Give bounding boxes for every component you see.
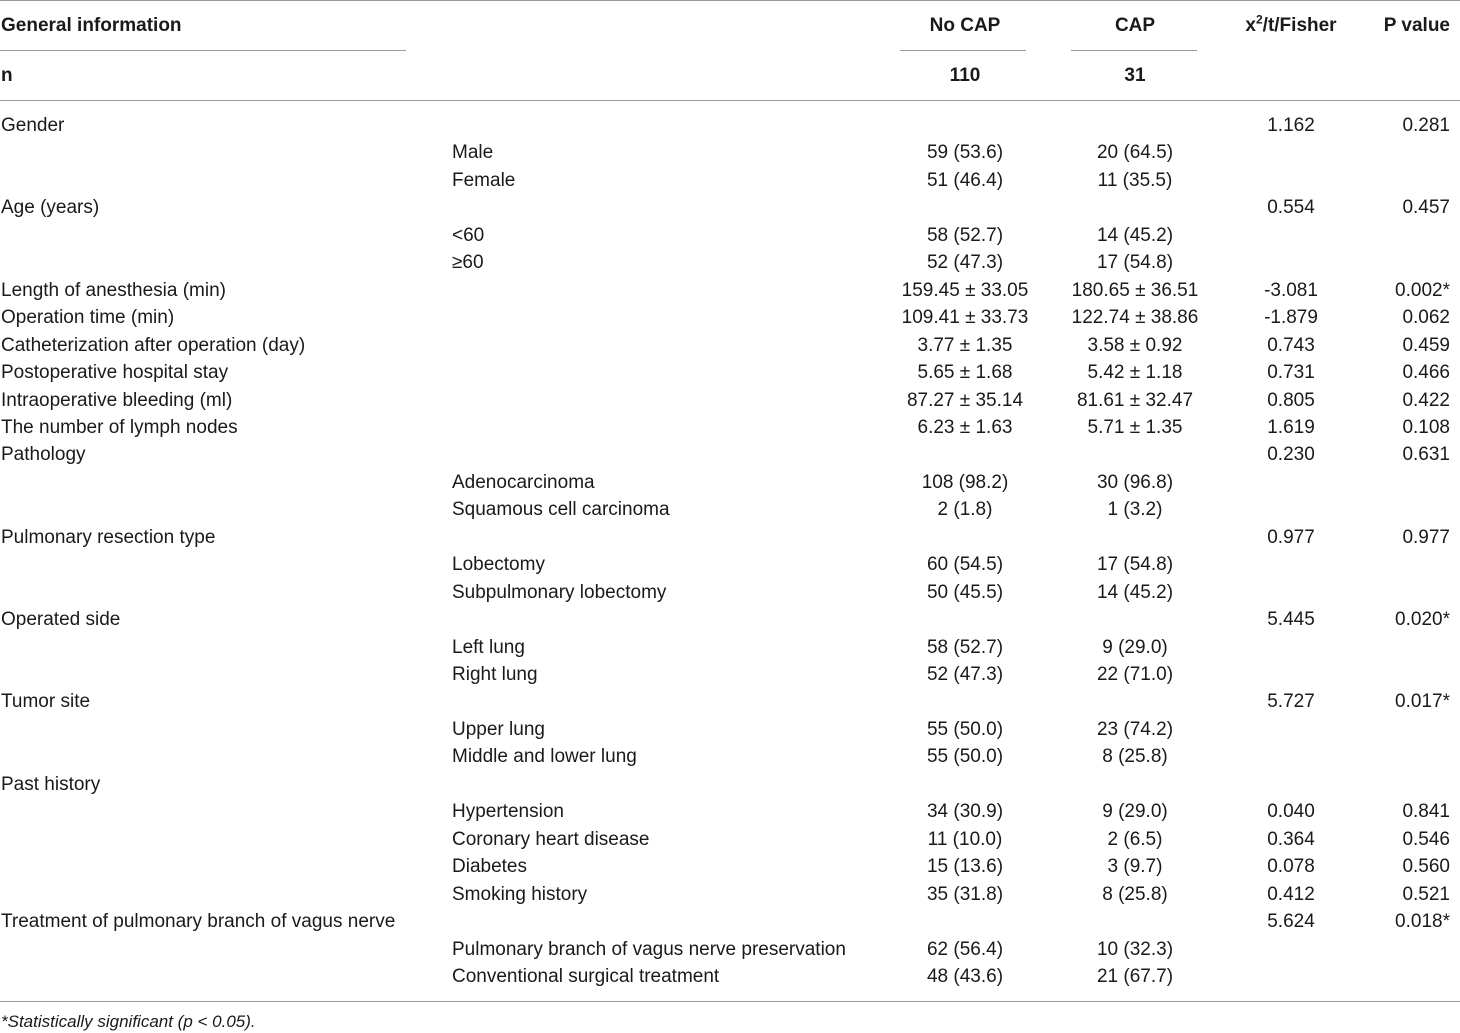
- cell-p-value: 0.521: [1402, 884, 1450, 905]
- cell-p-value: 0.457: [1402, 197, 1450, 218]
- cell-test-statistic: 5.727: [1267, 691, 1315, 712]
- cell-no-cap: 11 (10.0): [927, 829, 1003, 850]
- header-cap: CAP: [1114, 15, 1156, 36]
- cell-cap: 122.74 ± 38.86: [1071, 307, 1199, 328]
- cell-test-statistic: -1.879: [1264, 307, 1318, 328]
- cell-test-statistic: 5.624: [1267, 911, 1315, 932]
- row-sublabel: Adenocarcinoma: [452, 472, 595, 493]
- row-label: Operated side: [1, 609, 121, 630]
- cell-cap: 11 (35.5): [1097, 170, 1173, 191]
- header-general-information: General information: [1, 15, 182, 36]
- cell-no-cap: 58 (52.7): [926, 225, 1004, 246]
- cell-cap: 5.71 ± 1.35: [1087, 417, 1183, 438]
- row-label: Intraoperative bleeding (ml): [1, 390, 233, 411]
- cell-test-statistic: 0.078: [1267, 856, 1315, 877]
- cell-cap: 9 (29.0): [1102, 637, 1168, 658]
- row-sublabel: Pulmonary branch of vagus nerve preservation: [452, 939, 846, 960]
- cell-cap: 21 (67.7): [1096, 966, 1174, 987]
- row-label: Operation time (min): [1, 307, 175, 328]
- cell-test-statistic: 5.445: [1267, 609, 1315, 630]
- row-label: Pathology: [1, 444, 86, 465]
- cell-no-cap: 109.41 ± 33.73: [901, 307, 1029, 328]
- row-label: Gender: [1, 115, 65, 136]
- cell-no-cap: 52 (47.3): [926, 664, 1004, 685]
- cell-cap: 8 (25.8): [1102, 884, 1168, 905]
- cell-test-statistic: 0.977: [1267, 527, 1315, 548]
- cell-no-cap: 59 (53.6): [926, 142, 1004, 163]
- header-n-cap: 31: [1124, 65, 1146, 86]
- header-bottom-rule: [0, 100, 1460, 101]
- header-test-statistic-x: x: [1245, 15, 1256, 36]
- cell-p-value: 0.281: [1402, 115, 1450, 136]
- cell-cap: 17 (54.8): [1096, 252, 1174, 273]
- cell-no-cap: 50 (45.5): [926, 582, 1004, 603]
- cell-no-cap: 60 (54.5): [926, 554, 1004, 575]
- table-footnote: *Statistically significant (p < 0.05).: [1, 1012, 256, 1031]
- row-sublabel: ≥60: [452, 252, 484, 273]
- cell-test-statistic: 0.230: [1267, 444, 1315, 465]
- cell-no-cap: 15 (13.6): [926, 856, 1004, 877]
- row-sublabel: Female: [452, 170, 516, 191]
- cell-p-value: 0.020*: [1395, 609, 1450, 630]
- cell-p-value: 0.018*: [1395, 911, 1450, 932]
- header-no-cap: No CAP: [929, 15, 1001, 36]
- row-label: Age (years): [1, 197, 100, 218]
- cell-cap: 23 (74.2): [1096, 719, 1174, 740]
- cell-test-statistic: 0.364: [1267, 829, 1315, 850]
- cell-cap: 81.61 ± 32.47: [1076, 390, 1194, 411]
- header-underline-cap: [1071, 50, 1197, 51]
- cell-cap: 14 (45.2): [1096, 225, 1174, 246]
- cell-no-cap: 35 (31.8): [926, 884, 1004, 905]
- cell-no-cap: 6.23 ± 1.63: [917, 417, 1013, 438]
- row-sublabel: Middle and lower lung: [452, 746, 637, 767]
- cell-no-cap: 5.65 ± 1.68: [917, 362, 1013, 383]
- cell-no-cap: 108 (98.2): [921, 472, 1009, 493]
- row-sublabel: Male: [452, 142, 494, 163]
- row-label: The number of lymph nodes: [1, 417, 238, 438]
- cell-cap: 5.42 ± 1.18: [1087, 362, 1183, 383]
- cell-test-statistic: 0.412: [1267, 884, 1315, 905]
- cell-cap: 8 (25.8): [1102, 746, 1168, 767]
- row-sublabel: Lobectomy: [452, 554, 545, 575]
- cell-p-value: 0.560: [1402, 856, 1450, 877]
- cell-no-cap: 2 (1.8): [937, 499, 993, 520]
- cell-no-cap: 55 (50.0): [926, 719, 1004, 740]
- row-sublabel: Smoking history: [452, 884, 588, 905]
- cell-no-cap: 51 (46.4): [926, 170, 1004, 191]
- header-underline-general: [0, 50, 406, 51]
- cell-no-cap: 159.45 ± 33.05: [901, 280, 1029, 301]
- header-p-value: P value: [1383, 15, 1450, 36]
- row-label: Pulmonary resection type: [1, 527, 216, 548]
- row-sublabel: Right lung: [452, 664, 538, 685]
- cell-no-cap: 87.27 ± 35.14: [906, 390, 1024, 411]
- cell-cap: 22 (71.0): [1096, 664, 1174, 685]
- cell-cap: 14 (45.2): [1096, 582, 1174, 603]
- cell-test-statistic: -3.081: [1264, 280, 1318, 301]
- cell-test-statistic: 0.805: [1267, 390, 1315, 411]
- row-sublabel: Subpulmonary lobectomy: [452, 582, 667, 603]
- cell-test-statistic: 1.619: [1267, 417, 1315, 438]
- cell-no-cap: 55 (50.0): [926, 746, 1004, 767]
- row-label: Length of anesthesia (min): [1, 280, 226, 301]
- cell-p-value: 0.977: [1402, 527, 1450, 548]
- row-sublabel: Upper lung: [452, 719, 545, 740]
- row-sublabel: Left lung: [452, 637, 525, 658]
- row-sublabel: Coronary heart disease: [452, 829, 650, 850]
- row-sublabel: Squamous cell carcinoma: [452, 499, 670, 520]
- cell-p-value: 0.002*: [1395, 280, 1450, 301]
- cell-cap: 2 (6.5): [1107, 829, 1163, 850]
- cell-no-cap: 62 (56.4): [926, 939, 1004, 960]
- cell-test-statistic: 0.743: [1267, 335, 1315, 356]
- table-top-rule: [0, 0, 1460, 1]
- cell-no-cap: 3.77 ± 1.35: [917, 335, 1013, 356]
- header-n-no-cap: 110: [949, 65, 981, 86]
- cell-no-cap: 58 (52.7): [926, 637, 1004, 658]
- cell-test-statistic: 0.040: [1267, 801, 1315, 822]
- row-label: Postoperative hospital stay: [1, 362, 229, 383]
- cell-cap: 20 (64.5): [1096, 142, 1174, 163]
- cell-p-value: 0.017*: [1395, 691, 1450, 712]
- cell-cap: 1 (3.2): [1107, 499, 1163, 520]
- header-test-statistic-superscript: 2: [1255, 12, 1263, 27]
- row-sublabel: Diabetes: [452, 856, 527, 877]
- row-sublabel: Conventional surgical treatment: [452, 966, 720, 987]
- cell-cap: 17 (54.8): [1096, 554, 1174, 575]
- cell-p-value: 0.459: [1402, 335, 1450, 356]
- cell-test-statistic: 0.554: [1267, 197, 1315, 218]
- cell-test-statistic: 1.162: [1267, 115, 1315, 136]
- row-label: Tumor site: [1, 691, 91, 712]
- cell-p-value: 0.841: [1402, 801, 1450, 822]
- cell-cap: 3 (9.7): [1107, 856, 1163, 877]
- cell-cap: 3.58 ± 0.92: [1087, 335, 1183, 356]
- row-label: Past history: [1, 774, 101, 795]
- cell-cap: 180.65 ± 36.51: [1071, 280, 1199, 301]
- cell-no-cap: 52 (47.3): [926, 252, 1004, 273]
- cell-p-value: 0.631: [1402, 444, 1450, 465]
- row-sublabel: <60: [452, 225, 485, 246]
- row-sublabel: Hypertension: [452, 801, 564, 822]
- cell-p-value: 0.062: [1402, 307, 1450, 328]
- header-n-label: n: [1, 65, 13, 86]
- cell-cap: 10 (32.3): [1096, 939, 1174, 960]
- table-bottom-rule: [0, 1001, 1460, 1002]
- cell-p-value: 0.108: [1402, 417, 1450, 438]
- row-label: Catheterization after operation (day): [1, 335, 306, 356]
- header-test-statistic-suffix: /t/Fisher: [1262, 15, 1337, 36]
- cell-cap: 9 (29.0): [1102, 801, 1168, 822]
- cell-test-statistic: 0.731: [1267, 362, 1315, 383]
- cell-no-cap: 34 (30.9): [926, 801, 1004, 822]
- cell-p-value: 0.466: [1402, 362, 1450, 383]
- cell-p-value: 0.422: [1402, 390, 1450, 411]
- row-label: Treatment of pulmonary branch of vagus nerve: [1, 911, 396, 932]
- cell-no-cap: 48 (43.6): [926, 966, 1004, 987]
- cell-p-value: 0.546: [1402, 829, 1450, 850]
- cell-cap: 30 (96.8): [1096, 472, 1174, 493]
- header-underline-nocap: [900, 50, 1026, 51]
